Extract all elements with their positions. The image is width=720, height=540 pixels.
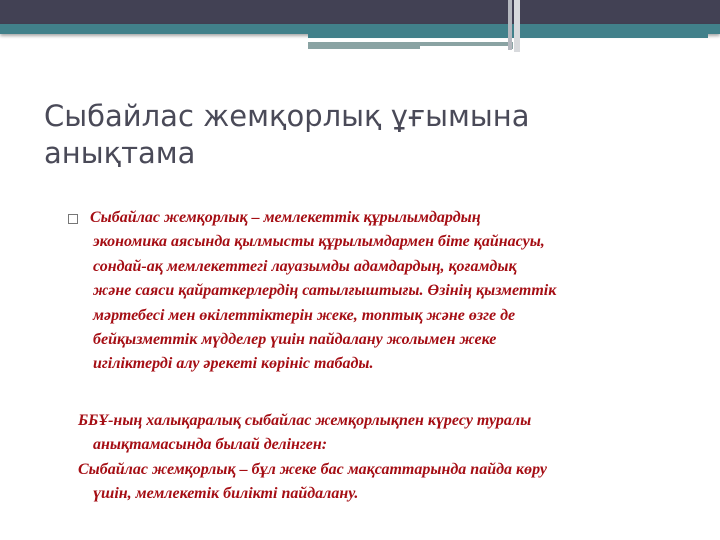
bullet-line: бейқызметтік мүдделер үшін пайдалану жолымен жеке [93, 331, 497, 349]
bullet-line: игіліктерді алу әрекеті көрініс табады. [93, 355, 374, 373]
header-dark-band [0, 0, 720, 24]
def-line: Сыбайлас жемқорлық – бұл жеке бас мақсаттарында пайда көру [78, 460, 548, 478]
un-line: ББҰ-ның халықаралық сыбайлас жемқорлықпен күресу туралы [78, 412, 532, 429]
un-line: анықтамасында былай делінген: [93, 436, 328, 454]
title-line: анықтама [44, 136, 196, 170]
title-line: Сыбайлас жемқорлық ұғымына [44, 99, 530, 133]
bullet-line: сондай-ақ мемлекеттегі лауазымды адамдардың, қоғамдық [93, 257, 517, 275]
bullet-line: Сыбайлас жемқорлық – мемлекеттік құрылымдардың [90, 209, 481, 226]
header-decoration [508, 0, 512, 50]
header-decoration [514, 0, 520, 52]
header-decoration [420, 46, 512, 49]
definition-bullet [80, 206, 700, 377]
square-bullet-icon [68, 214, 78, 224]
header-decoration [310, 39, 484, 42]
slide-title [44, 98, 664, 172]
def-line: үшін, мемлекетік билікті пайдалану. [93, 485, 359, 503]
header-teal-band [0, 24, 720, 34]
bullet-line: экономика аясында қылмысты құрылымдармен біте қайнасуы, [93, 233, 545, 251]
un-definition [78, 409, 547, 507]
bullet-line: мәртебесі мен өкілеттіктерін жеке, топтық және өзге де [93, 306, 516, 324]
bullet-line: және саяси қайраткерлердің сатылғыштығы. Өзінің қызметтік [93, 282, 557, 300]
